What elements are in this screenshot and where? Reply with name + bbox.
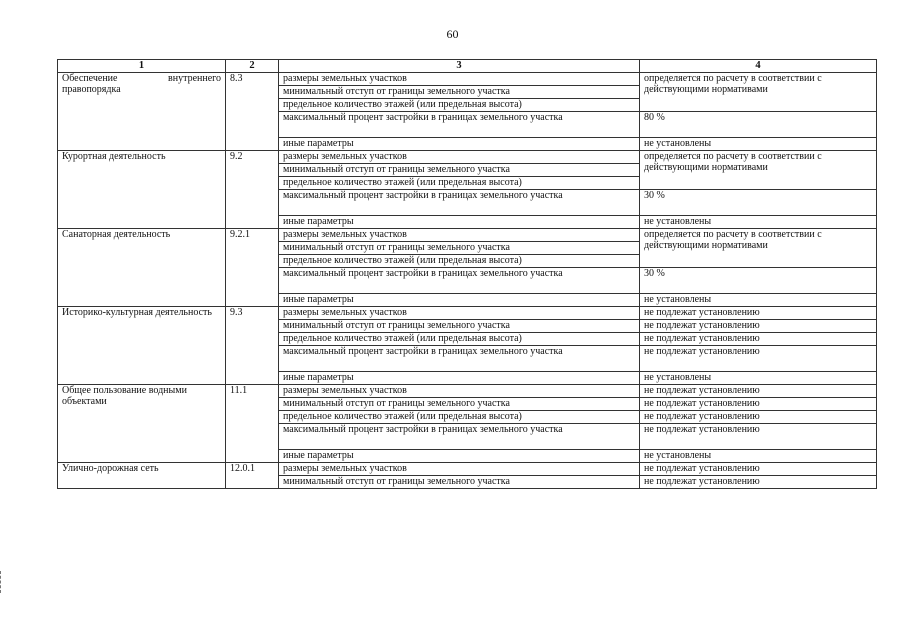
parameter-cell: размеры земельных участков <box>279 73 640 86</box>
land-use-code: 9.2.1 <box>226 229 279 307</box>
value-cell: определяется по расчету в соответствии с действующими нормативами <box>640 73 877 112</box>
value-cell: определяется по расчету в соответствии с действующими нормативами <box>640 229 877 268</box>
parameter-cell: минимальный отступ от границы земельного участка <box>279 86 640 99</box>
land-use-table <box>57 59 877 489</box>
parameter-cell: размеры земельных участков <box>279 307 640 320</box>
land-use-name: Курортная деятельность <box>58 151 226 229</box>
land-use-name: Улично-дорожная сеть <box>58 463 226 489</box>
parameter-cell: иные параметры <box>279 138 640 151</box>
value-cell: не подлежат установлению <box>640 307 877 320</box>
land-use-code: 9.2 <box>226 151 279 229</box>
value-cell: определяется по расчету в соответствии с действующими нормативами <box>640 151 877 190</box>
parameter-cell: предельное количество этажей (или предельная высота) <box>279 411 640 424</box>
land-use-code: 9.3 <box>226 307 279 385</box>
value-cell: не подлежат установлению <box>640 463 877 476</box>
value-cell: не установлены <box>640 372 877 385</box>
value-cell: не установлены <box>640 138 877 151</box>
table-row <box>58 229 877 242</box>
parameter-cell: предельное количество этажей (или предельная высота) <box>279 333 640 346</box>
land-use-code: 11.1 <box>226 385 279 463</box>
column-header: 4 <box>640 60 877 73</box>
value-cell: не подлежат установлению <box>640 320 877 333</box>
value-cell: не подлежат установлению <box>640 411 877 424</box>
value-cell: не подлежат установлению <box>640 424 877 450</box>
parameter-cell: размеры земельных участков <box>279 229 640 242</box>
value-cell: не подлежат установлению <box>640 398 877 411</box>
parameter-cell: размеры земельных участков <box>279 463 640 476</box>
parameter-cell: иные параметры <box>279 216 640 229</box>
value-cell: не подлежат установлению <box>640 385 877 398</box>
parameter-cell: иные параметры <box>279 450 640 463</box>
parameter-cell: максимальный процент застройки в границах земельного участка <box>279 424 640 450</box>
parameter-cell: размеры земельных участков <box>279 151 640 164</box>
parameter-cell: максимальный процент застройки в границах земельного участка <box>279 346 640 372</box>
parameter-cell: размеры земельных участков <box>279 385 640 398</box>
column-header: 2 <box>226 60 279 73</box>
parameter-cell: предельное количество этажей (или предельная высота) <box>279 99 640 112</box>
parameter-cell: иные параметры <box>279 294 640 307</box>
value-cell: 30 % <box>640 190 877 216</box>
land-use-code: 12.0.1 <box>226 463 279 489</box>
table-row <box>58 385 877 398</box>
table-row <box>58 463 877 476</box>
land-use-name: Санаторная деятельность <box>58 229 226 307</box>
land-use-name: Общее пользование водными объектами <box>58 385 226 463</box>
parameter-cell: максимальный процент застройки в границах земельного участка <box>279 268 640 294</box>
column-header: 3 <box>279 60 640 73</box>
land-use-name: Историко-культурная деятельность <box>58 307 226 385</box>
value-cell: не подлежат установлению <box>640 476 877 489</box>
page-number: 60 <box>446 27 459 41</box>
scan-edge-marks <box>0 571 5 593</box>
parameter-cell: максимальный процент застройки в границах земельного участка <box>279 112 640 138</box>
parameter-cell: минимальный отступ от границы земельного участка <box>279 320 640 333</box>
table-row <box>58 73 877 86</box>
parameter-cell: минимальный отступ от границы земельного участка <box>279 164 640 177</box>
parameter-cell: предельное количество этажей (или предельная высота) <box>279 255 640 268</box>
land-use-name: Обеспечение внутреннего правопорядка <box>58 73 226 151</box>
header-row <box>58 60 877 73</box>
value-cell: не установлены <box>640 294 877 307</box>
parameter-cell: минимальный отступ от границы земельного участка <box>279 476 640 489</box>
land-use-code: 8.3 <box>226 73 279 151</box>
parameter-cell: иные параметры <box>279 372 640 385</box>
value-cell: 80 % <box>640 112 877 138</box>
parameter-cell: предельное количество этажей (или предельная высота) <box>279 177 640 190</box>
value-cell: 30 % <box>640 268 877 294</box>
parameter-cell: максимальный процент застройки в границах земельного участка <box>279 190 640 216</box>
value-cell: не установлены <box>640 450 877 463</box>
table-row <box>58 151 877 164</box>
column-header: 1 <box>58 60 226 73</box>
table-row <box>58 307 877 320</box>
parameter-cell: минимальный отступ от границы земельного участка <box>279 242 640 255</box>
value-cell: не подлежат установлению <box>640 346 877 372</box>
value-cell: не установлены <box>640 216 877 229</box>
value-cell: не подлежат установлению <box>640 333 877 346</box>
parameter-cell: минимальный отступ от границы земельного участка <box>279 398 640 411</box>
